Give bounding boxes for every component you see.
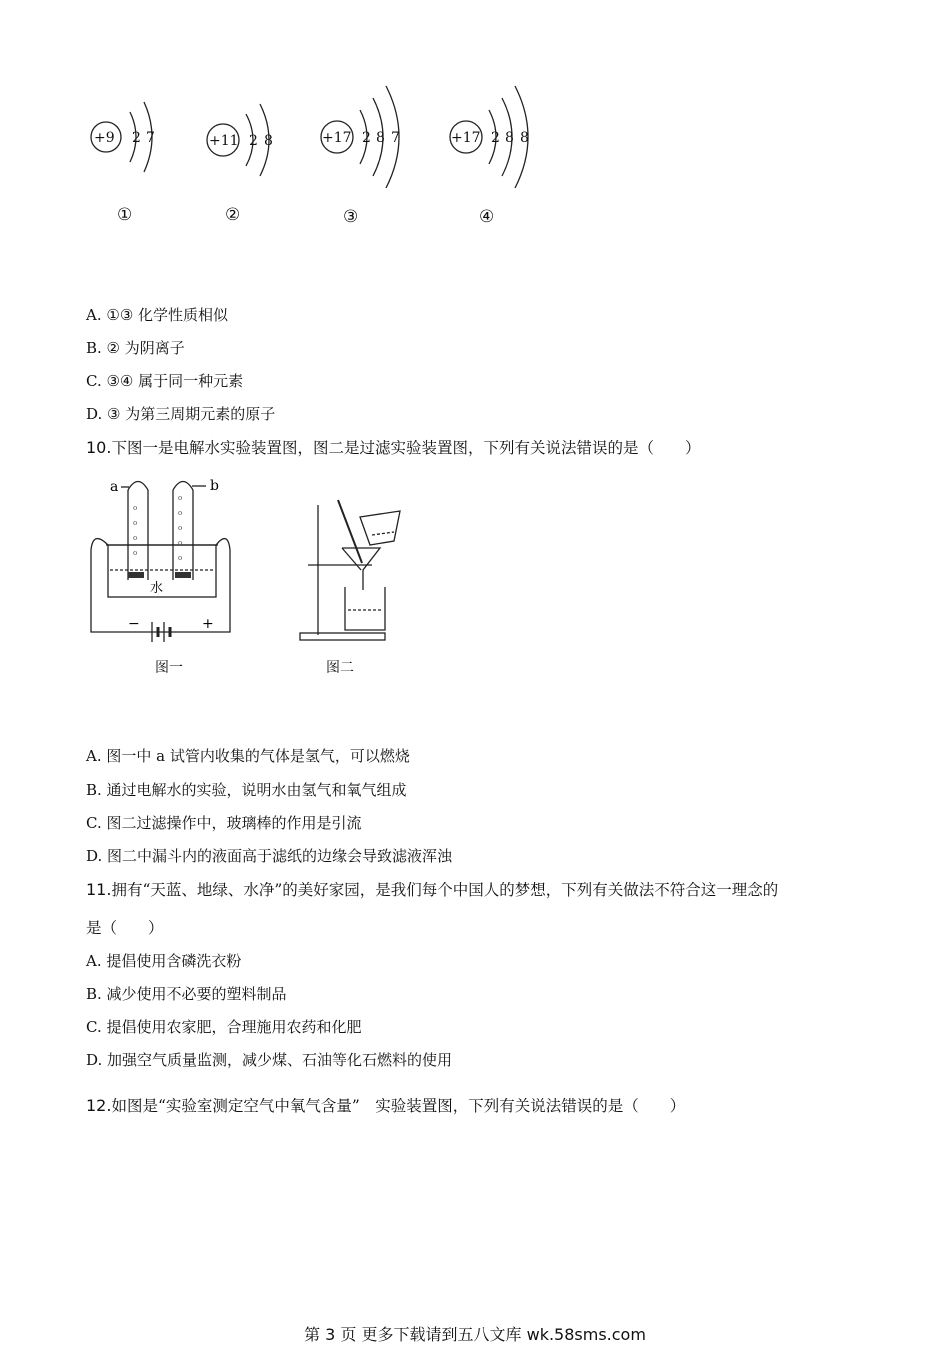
q11-option-d: D. 加强空气质量监测，减少煤、石油等化石燃料的使用 [86,1051,453,1069]
atom1-shell1-count: 2 [132,130,141,146]
atom3-shell3-count: 7 [391,130,400,146]
svg-text:o: o [178,509,183,517]
tube-b-label: b [210,478,219,494]
atom4-shell3-count: 8 [520,130,529,146]
atom3-shell2-count: 8 [376,130,385,146]
battery-positive-label: + [202,616,214,632]
filtration-apparatus [290,495,410,645]
q10-number: 10. [86,438,112,457]
atom2-nucleus-charge: +11 [209,133,239,149]
page-footer: 第 3 页 更多下载请到五八文库 wk.58sms.com [304,1325,646,1344]
electrolysis-apparatus [88,470,238,645]
q9-option-d: D. ③ 为第三周期元素的原子 [86,405,276,423]
q11-option-c: C. 提倡使用农家肥，合理施用农药和化肥 [86,1018,362,1036]
atom3-label: ③ [343,207,359,227]
q11-text-line2: 是（ ） [86,919,164,937]
atom1-label: ① [117,205,133,225]
q9-option-b: B. ② 为阴离子 [86,339,185,357]
q9-option-a: A. ①③ 化学性质相似 [86,306,229,324]
q10-option-a: A. 图一中 a 试管内收集的气体是氢气，可以燃烧 [86,747,410,765]
atom2-shell2-count: 8 [264,133,273,149]
atom3-nucleus-charge: +17 [322,130,352,146]
q11-stem [86,879,778,901]
q11-option-a: A. 提倡使用含磷洗衣粉 [86,952,242,970]
q12-text: 如图是“实验室测定空气中氧气含量” 实验装置图，下列有关说法错误的是（ ） [111,1097,686,1115]
water-label: 水 [150,581,164,596]
atom2-shell1-count: 2 [249,133,258,149]
atom4-label: ④ [479,207,495,227]
q10-stem [86,437,700,459]
battery-negative-label: − [128,616,140,632]
tube-a-label: a [110,479,119,495]
svg-text:o: o [133,519,138,527]
svg-text:o: o [178,524,183,532]
q11-option-b: B. 减少使用不必要的塑料制品 [86,985,287,1003]
q11-text-line1: 拥有“天蓝、地绿、水净”的美好家园，是我们每个中国人的梦想，下列有关做法不符合这一理念的 [111,881,779,899]
atom3-shell1-count: 2 [362,130,371,146]
figure2-caption: 图二 [326,660,354,676]
atom4-shell1-count: 2 [491,130,500,146]
svg-text:o: o [133,534,138,542]
figure1-caption: 图一 [155,660,183,676]
atom4-shell2-count: 8 [505,130,514,146]
q9-option-c: C. ③④ 属于同一种元素 [86,372,244,390]
svg-text:o: o [178,494,183,502]
atom1-shell2-count: 7 [146,130,155,146]
q10-option-b: B. 通过电解水的实验，说明水由氢气和氧气组成 [86,781,407,799]
q12-number: 12. [86,1096,112,1115]
atom2-label: ② [225,205,241,225]
atom4-nucleus-charge: +17 [451,130,481,146]
q11-number: 11. [86,880,112,899]
q10-option-c: C. 图二过滤操作中，玻璃棒的作用是引流 [86,814,362,832]
q10-option-d: D. 图二中漏斗内的液面高于滤纸的边缘会导致滤液浑浊 [86,847,453,865]
svg-text:o: o [133,549,138,557]
svg-text:o: o [178,539,183,547]
svg-text:o: o [178,554,183,562]
q12-stem [86,1095,685,1117]
svg-text:o: o [133,504,138,512]
q10-text: 下图一是电解水实验装置图，图二是过滤实验装置图，下列有关说法错误的是（ ） [111,439,701,457]
atom1-nucleus-charge: +9 [94,130,115,146]
